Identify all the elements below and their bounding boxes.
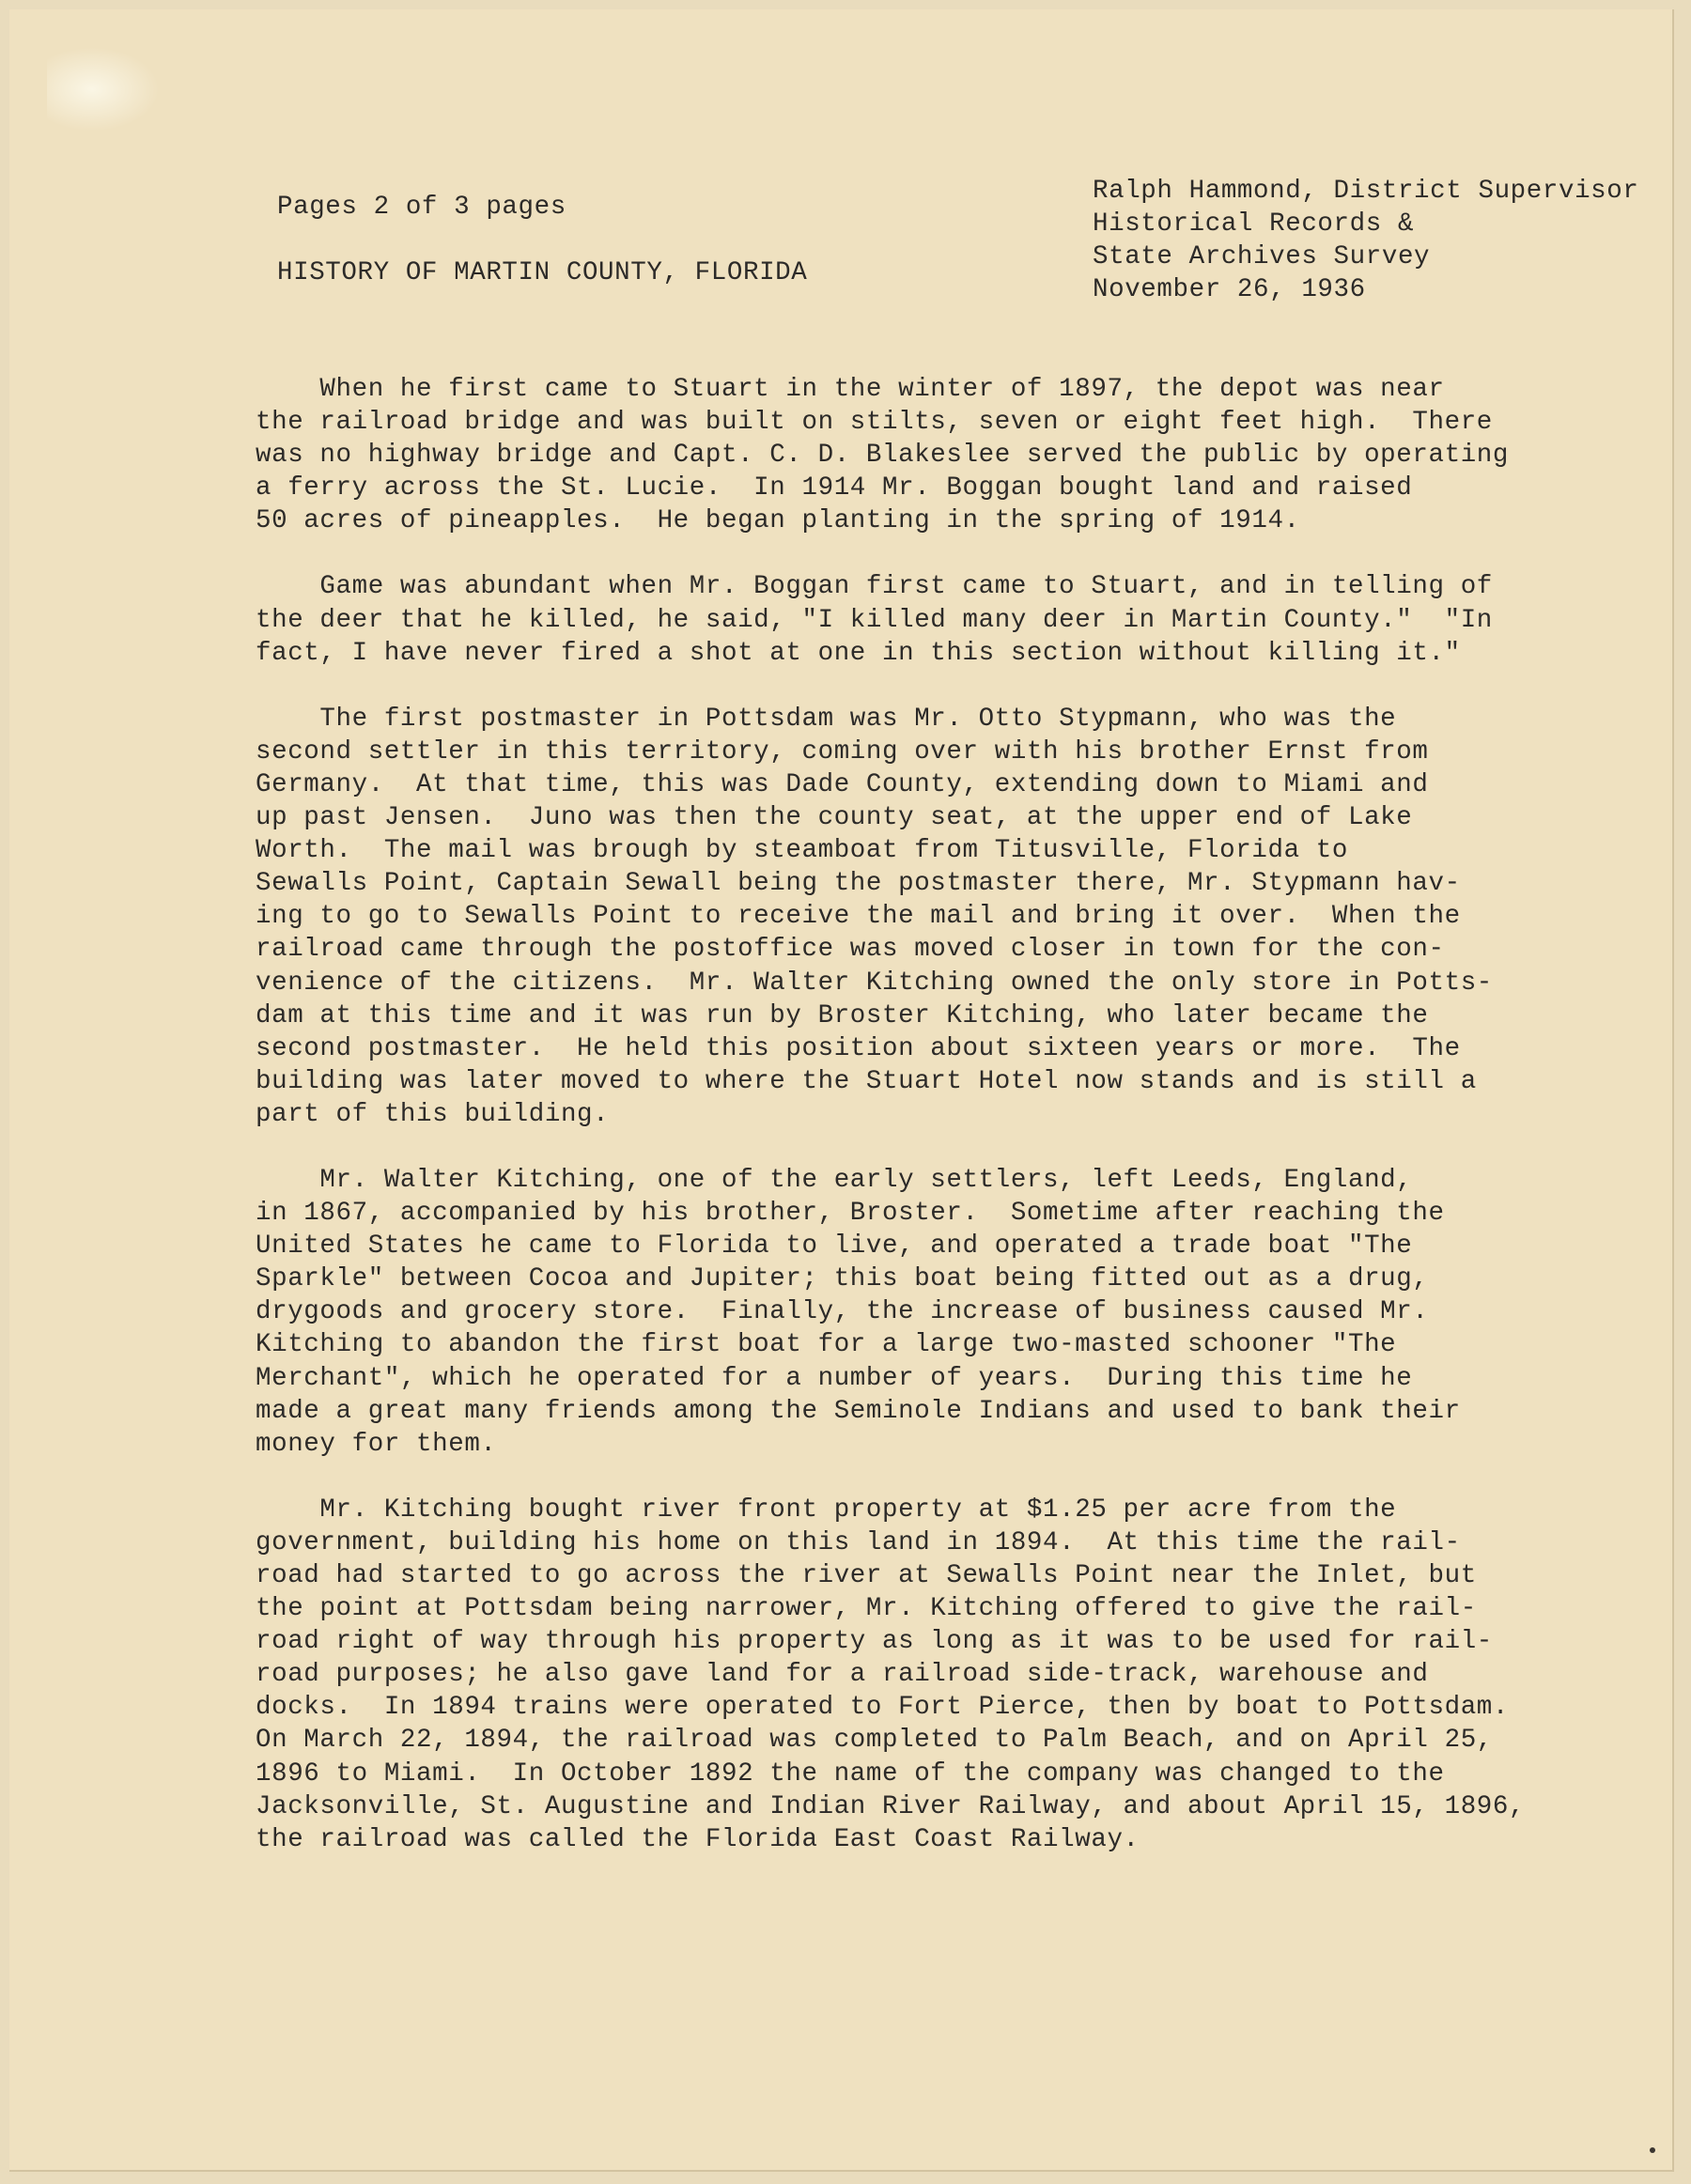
text-line: drygoods and grocery store. Finally, the increase of business caused Mr. [256, 1297, 1429, 1327]
text-line: docks. In 1894 trains were operated to Fort Pierce, then by boat to Pottsdam. [256, 1693, 1510, 1723]
text-line: made a great many friends among the Seminole Indians and used to bank their [256, 1396, 1461, 1426]
page-count: Pages 2 of 3 pages [277, 193, 566, 222]
text-line: money for them. [256, 1429, 497, 1459]
text-line: part of this building. [256, 1099, 610, 1129]
document-page [9, 9, 1674, 2172]
document-title: HISTORY OF MARTIN COUNTY, FLORIDA [277, 258, 808, 287]
paragraph-postmaster [256, 703, 1525, 1131]
text-line: The first postmaster in Pottsdam was Mr. Otto Stypmann, who was the [256, 704, 1397, 734]
text-line: up past Jensen. Juno was then the county seat, at the upper end of Lake [256, 803, 1413, 833]
organization-line-1: Historical Records & [1093, 209, 1415, 239]
text-line: Kitching to abandon the first boat for a large two-masted schooner "The [256, 1330, 1397, 1360]
text-line: ing to go to Sewalls Point to receive the mail and bring it over. When the [256, 902, 1461, 932]
text-line: 50 acres of pineapples. He began planting in the spring of 1914. [256, 506, 1300, 536]
text-line: second settler in this territory, coming over with his brother Ernst from [256, 736, 1429, 767]
document-date: November 26, 1936 [1093, 275, 1366, 304]
text-line: On March 22, 1894, the railroad was completed to Palm Beach, and on April 25, [256, 1726, 1493, 1756]
text-line: 1896 to Miami. In October 1892 the name of the company was changed to the [256, 1758, 1445, 1789]
text-line: Jacksonville, St. Augustine and Indian River Railway, and about April 15, 1896, [256, 1791, 1526, 1821]
author-line: Ralph Hammond, District Supervisor [1093, 177, 1639, 206]
text-line: dam at this time and it was run by Broster Kitching, who later became the [256, 1000, 1429, 1030]
text-line: second postmaster. He held this position about sixteen years or more. The [256, 1033, 1461, 1063]
text-line: was no highway bridge and Capt. C. D. Blakeslee served the public by operating [256, 441, 1510, 471]
paragraph-game [256, 570, 1525, 669]
text-line: Game was abundant when Mr. Boggan first came to Stuart, and in telling of [256, 572, 1493, 602]
text-line: road purposes; he also gave land for a railroad side-track, warehouse and [256, 1660, 1429, 1690]
text-line: Mr. Kitching bought river front property at $1.25 per acre from the [256, 1495, 1397, 1525]
text-line: Merchant", which he operated for a number of years. During this time he [256, 1363, 1413, 1393]
text-line: United States he came to Florida to live, and operated a trade boat "The [256, 1231, 1413, 1262]
text-line: a ferry across the St. Lucie. In 1914 Mr. Boggan bought land and raised [256, 473, 1413, 503]
paper-smudge [47, 47, 160, 132]
paragraph-depot [256, 373, 1525, 537]
text-line: When he first came to Stuart in the winter of 1897, the depot was near [256, 375, 1445, 404]
text-line: venience of the citizens. Mr. Walter Kitching owned the only store in Potts- [256, 968, 1493, 998]
text-line: Mr. Walter Kitching, one of the early settlers, left Leeds, England, [256, 1165, 1413, 1195]
text-line: government, building his home on this land in 1894. At this time the rail- [256, 1527, 1461, 1557]
paragraph-railroad [256, 1494, 1525, 1856]
text-line: in 1867, accompanied by his brother, Broster. Sometime after reaching the [256, 1199, 1445, 1229]
text-line: the railroad was called the Florida East Coast Railway. [256, 1824, 1140, 1854]
text-line: Sewalls Point, Captain Sewall being the postmaster there, Mr. Stypmann hav- [256, 869, 1461, 899]
header-right [1093, 175, 1639, 306]
document-body [256, 373, 1525, 1889]
text-line: Worth. The mail was brough by steamboat from Titusville, Florida to [256, 836, 1348, 866]
ink-dot [1650, 2147, 1655, 2153]
paragraph-kitching [256, 1164, 1525, 1461]
organization-line-2: State Archives Survey [1093, 242, 1431, 271]
text-line: road had started to go across the river at Sewalls Point near the Inlet, but [256, 1561, 1477, 1590]
header-left [277, 175, 807, 306]
text-line: the deer that he killed, he said, "I killed many deer in Martin County." "In [256, 605, 1493, 635]
text-line: Sparkle" between Cocoa and Jupiter; this boat being fitted out as a drug, [256, 1264, 1429, 1294]
text-line: fact, I have never fired a shot at one in this section without killing it." [256, 638, 1461, 668]
text-line: Germany. At that time, this was Dade County, extending down to Miami and [256, 769, 1429, 799]
text-line: building was later moved to where the Stuart Hotel now stands and is still a [256, 1066, 1477, 1096]
text-line: the point at Pottsdam being narrower, Mr. Kitching offered to give the rail- [256, 1594, 1477, 1624]
text-line: road right of way through his property as long as it was to be used for rail- [256, 1627, 1493, 1657]
text-line: the railroad bridge and was built on stilts, seven or eight feet high. There [256, 408, 1493, 438]
text-line: railroad came through the postoffice was moved closer in town for the con- [256, 935, 1445, 965]
